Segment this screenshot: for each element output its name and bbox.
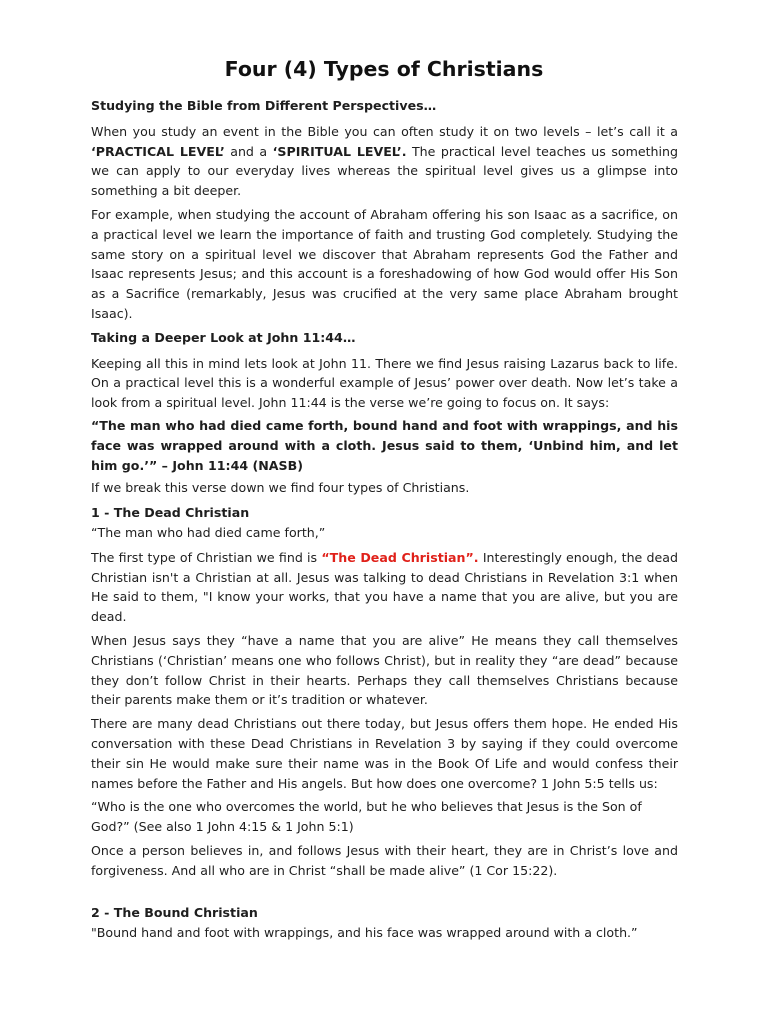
practical-level-term: ‘PRACTICAL LEVEL’ — [91, 143, 225, 159]
dead-christian-highlight: “The Dead Christian”. — [321, 549, 479, 565]
text-run: The first type of Christian we find is — [91, 549, 322, 565]
text-run: and a — [224, 143, 273, 159]
heading-bound-christian: 2 - The Bound Christian — [91, 905, 258, 921]
text-run: When you study an event in the Bible you can often study it on two levels – let’s call it a — [91, 123, 678, 139]
spiritual-level-term: ‘SPIRITUAL LEVEL’. — [272, 143, 407, 159]
verse-john-11-44: “The man who had died came forth, bound hand and foot with wrappings, and his face was wrapped around with a cloth. Jesus said to them, ‘Unbind him, and let him go.’” – John 11:44 (NASB) — [91, 417, 678, 473]
text-run: The practical level teaches us something we can apply to our everyday lives whereas the spiritual level gives us a glimpse into something a bit deeper. — [91, 143, 678, 199]
quote-dead-christian: “The man who had died came forth,” — [91, 524, 326, 540]
paragraph-first-type — [91, 548, 678, 627]
paragraph-john-11: Keeping all this in mind lets look at John 11. There we find Jesus raising Lazarus back to life. On a practical level this is a wonderful example of Jesus’ power over death. Now let’s take a look from a spiritual level. John 11:44 is the verse we’re going to focus on. It says: — [91, 355, 678, 411]
quote-1-john-5-5: “Who is the one who overcomes the world, but he who believes that Jesus is the Son of God?” (See also 1 John 4:15 & 1 John 5:1) — [91, 799, 642, 835]
heading-dead-christian: 1 - The Dead Christian — [91, 505, 250, 521]
paragraph-four-types: If we break this verse down we find four types of Christians. — [91, 480, 470, 496]
text-run: Interestingly enough, the dead Christian isn't a Christian at all. Jesus was talking to dead Christians in Revelation 3:1 when He said to them, "I know your works, that you have a name that you are alive, but you are dead. — [91, 549, 678, 625]
paragraph-forgiveness: Once a person believes in, and follows Jesus with their heart, they are in Christ’s love and forgiveness. And all who are in Christ “shall be made alive” (1 Cor 15:22). — [91, 842, 678, 878]
paragraph-abraham-example: For example, when studying the account of Abraham offering his son Isaac as a sacrifice, on a practical level we learn the importance of faith and trusting God completely. Studying the same story on a spiritual level we discover that Abraham represents God the Father and Isaac represents Jesus; and this account is a foreshadowing of how God would offer His Son as a Sacrifice (remarkably, Jesus was crucified at the very same place Abraham brought Isaac). — [91, 206, 678, 321]
heading-different-perspectives: Studying the Bible from Different Perspectives… — [91, 98, 437, 113]
page-title: Four (4) Types of Christians — [224, 56, 544, 81]
paragraph-have-a-name: When Jesus says they “have a name that you are alive” He means they call themselves Christians (‘Christian’ means one who follows Christ), but in reality they “are dead” because they don’t follow Christ in their hearts. Perhaps they call themselves Christians because their parents make them or it’s tradition or whatever. — [91, 632, 678, 708]
paragraph-hope: There are many dead Christians out there today, but Jesus offers them hope. He ended His conversation with these Dead Christians in Revelation 3 by saying if they could overcome their sin He would make sure their name was in the Book Of Life and would confess their names before the Father and His angels. But how does one overcome? 1 John 5:5 tells us: — [91, 716, 678, 791]
document-body — [91, 96, 678, 943]
heading-deeper-look: Taking a Deeper Look at John 11:44… — [91, 329, 356, 345]
paragraph-two-levels — [91, 122, 678, 201]
quote-bound-christian: "Bound hand and foot with wrappings, and his face was wrapped around with a cloth.” — [91, 925, 638, 941]
